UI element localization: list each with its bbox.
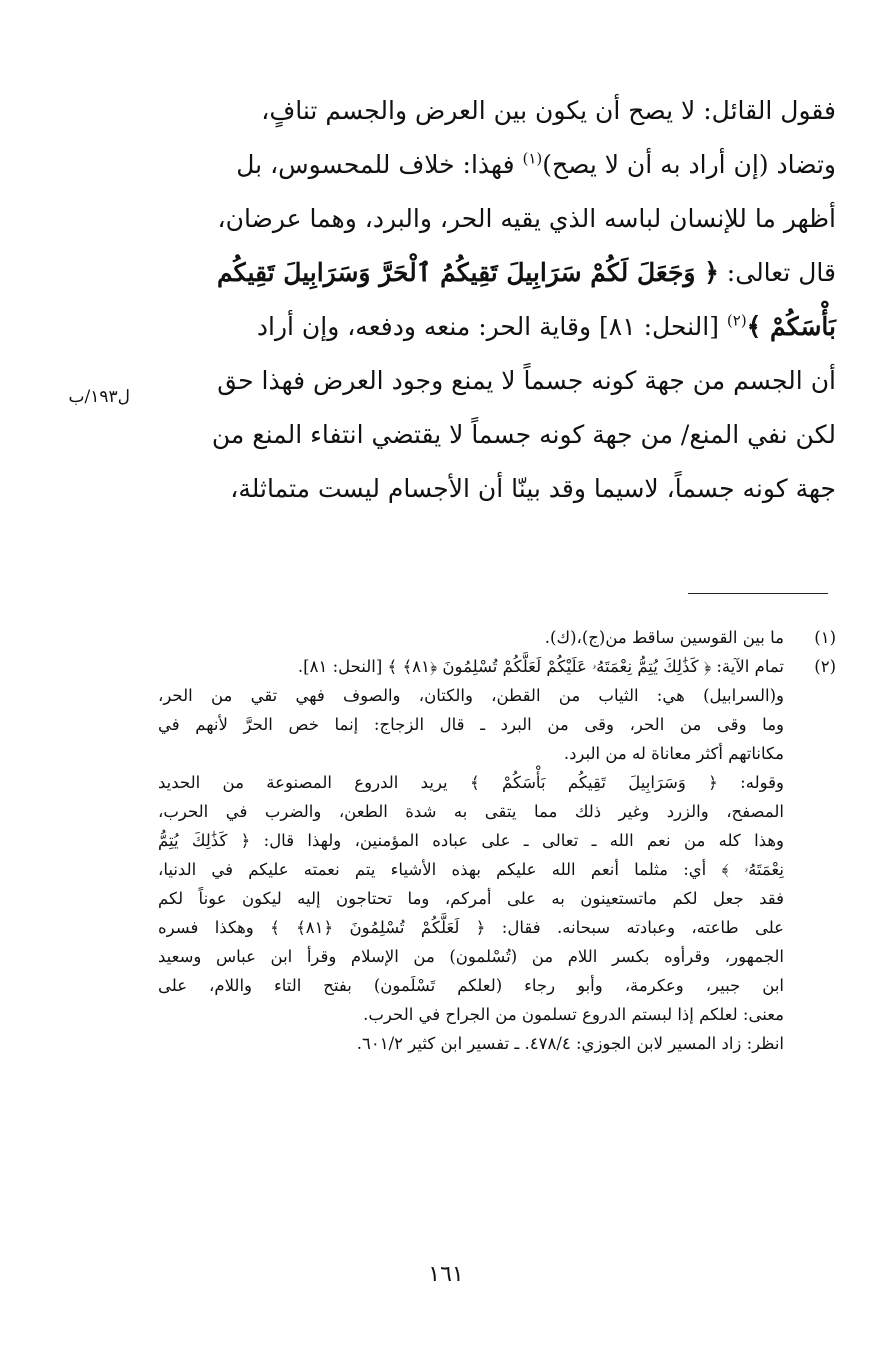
footnote-2 <box>158 652 836 1058</box>
footnote-line: تمام الآية: ﴿ كَذَٰلِكَ يُتِمُّ نِعْمَتَهُۥ عَلَيْكُمْ لَعَلَّكُمْ تُسْلِمُونَ ﴿٨١﴾ ﴾ [النحل: ٨١]. <box>297 657 784 676</box>
main-text-line <box>158 84 836 138</box>
footnote-line: انظر: زاد المسير لابن الجوزي: ٤٧٨/٤. ـ تفسير ابن كثير ٦٠١/٢. <box>356 1034 784 1053</box>
footnote-number: (١) <box>814 628 836 647</box>
footnote-1 <box>158 623 836 652</box>
footnote-line: المصفح، والزرد وغير ذلك مما يتقى به شدة الطعن، والضرب في الحرب، <box>158 802 784 821</box>
main-text-line <box>158 246 836 300</box>
main-text-line-content: لكن نفي المنع/ من جهة كونه جسماً لا يقتضي انتفاء المنع من <box>211 420 836 449</box>
page-number: ١٦١ <box>428 1262 464 1287</box>
main-text-line-content: جهة كونه جسماً، لاسيما وقد بينّا أن الأجسام ليست متماثلة، <box>230 474 836 503</box>
main-text-line <box>158 138 836 192</box>
footnote-line: وهذا كله من نعم الله ـ تعالى ـ على عباده المؤمنين، ولهذا قال: ﴿ كَذَٰلِكَ يُتِمُّ <box>158 831 784 850</box>
footnote-line: الجمهور، وقرأوه بكسر اللام من (تُسْلمون) من الإسلام وقرأ ابن عباس وسعيد <box>158 947 784 966</box>
footnote-line: معنى: لعلكم إذا لبستم الدروع تسلمون من الجراح في الحرب. <box>363 1005 784 1024</box>
main-text-line <box>158 462 836 516</box>
footnote-line: نِعْمَتَهُۥ ﴾ أي: مثلما أنعم الله عليكم بهذه الأشياء يتم نعمته عليكم في الدنيا، <box>158 860 784 879</box>
footnote-line: وما وقى من الحر، وقى من البرد ـ قال الزجاج: إنما خص الحرَّ لأنهم في <box>158 715 784 734</box>
main-text-line-content: فقول القائل: لا يصح أن يكون بين العرض والجسم تنافٍ، <box>261 96 836 125</box>
footnote-line: ابن جبير، وعكرمة، وأبو رجاء (لعلكم تَسْلَمون) بفتح التاء واللام، على <box>158 976 784 995</box>
footnotes <box>158 623 836 1058</box>
footnote-line: فقد جعل لكم ماتستعينون به على أمركم، وما تحتاجون إليه ليكون عوناً لكم <box>158 889 784 908</box>
main-text-line <box>158 354 836 408</box>
quran-verse: ﴿ وَجَعَلَ لَكُمْ سَرَابِيلَ تَقِيكُمُ ٱلْحَرَّ وَسَرَابِيلَ تَقِيكُم <box>217 258 719 287</box>
footnote-line: على طاعته، وعبادته سبحانه. فقال: ﴿ لَعَلَّكُمْ تُسْلِمُونَ ﴿٨١﴾ ﴾ وهكذا فسره <box>158 918 785 937</box>
footnote-marker: (١) <box>522 149 543 168</box>
main-text-line-content: أظهر ما للإنسان لباسه الذي يقيه الحر، والبرد، وهما عرضان، <box>217 204 836 233</box>
main-text-line-content: وتضاد (إن أراد به أن لا يصح) <box>542 150 836 179</box>
footnote-line: وقوله: ﴿ وَسَرَابِيلَ تَقِيكُم بَأْسَكُمْ ﴾ يريد الدروع المصنوعة من الحديد <box>158 773 784 792</box>
manuscript-folio-marker: ل١٩٣/ب <box>68 387 130 407</box>
main-text-line-content: قال تعالى: <box>718 258 836 287</box>
main-text-line-content: فهذا: خلاف للمحسوس، بل <box>236 150 523 179</box>
footnote-marker: (٢) <box>726 311 747 330</box>
quran-verse: بَأْسَكُمْ ﴾ <box>746 312 836 341</box>
main-text-line <box>158 408 836 462</box>
footnote-line: مكاناتهم أكثر معاناة له من البرد. <box>563 744 784 763</box>
main-text-line <box>158 192 836 246</box>
footnote-line: و(السرابيل) هي: الثياب من القطن، والكتان، والصوف فهي تقي من الحر، <box>158 686 784 705</box>
footnote-separator <box>688 593 828 594</box>
main-text-line-content: أن الجسم من جهة كونه جسماً لا يمنع وجود العرض فهذا حق <box>217 366 836 395</box>
footnote-text: ما بين القوسين ساقط من(ج)،(ك). <box>544 628 784 647</box>
footnote-number: (٢) <box>814 657 836 676</box>
main-text <box>158 84 836 516</box>
main-text-line-content: [النحل: ٨١] وقاية الحر: منعه ودفعه، وإن أراد <box>256 312 727 341</box>
main-text-line <box>158 300 836 354</box>
